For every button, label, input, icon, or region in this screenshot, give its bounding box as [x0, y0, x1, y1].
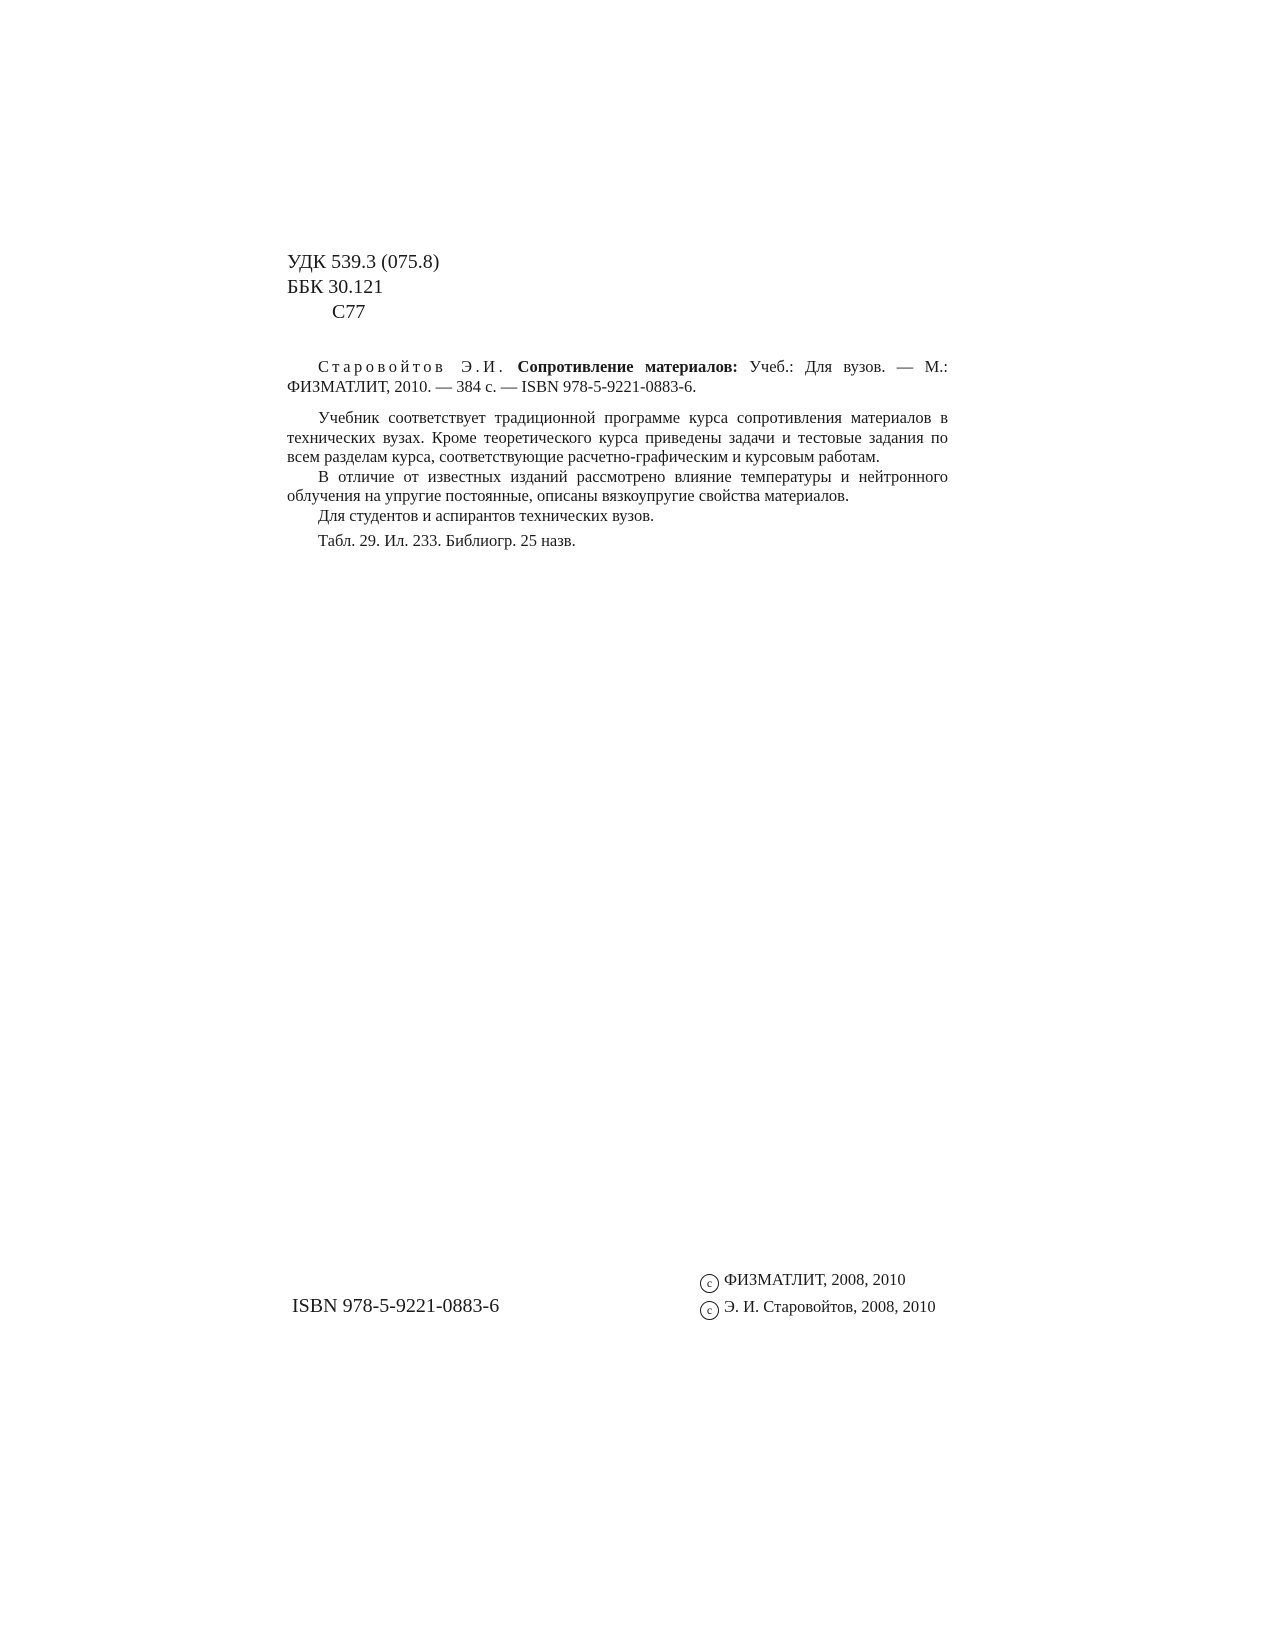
- copyright-publisher: ФИЗМАТЛИТ, 2008, 2010: [724, 1270, 906, 1289]
- copyright-author: Э. И. Старовойтов, 2008, 2010: [724, 1297, 936, 1316]
- bbk-code: ББК 30.121: [287, 276, 384, 298]
- udk-code: УДК 539.3 (075.8): [287, 251, 440, 273]
- copyright-block: [700, 1266, 936, 1320]
- bibliographic-reference: [287, 357, 948, 396]
- book-statistics: Табл. 29. Ил. 233. Библиогр. 25 назв.: [318, 531, 576, 550]
- author-sign-code: С77: [332, 301, 366, 323]
- annotation-paragraph-2: В отличие от известных изданий рассмотрено влияние температуры и нейтронного облучения на упругие постоянные, описаны вязкоупругие свойства материалов.: [287, 466, 948, 505]
- annotation-paragraph-1: Учебник соответствует традиционной программе курса сопротивления материалов в технических вузах. Кроме теоретического курса приведены задачи и тестовые задания по всем разделам курса, соответствующие расчетно-графическим и курсовым работам.: [287, 408, 948, 466]
- reference-title: Сопротивление материалов:: [517, 357, 738, 376]
- annotation-paragraph-3: Для студентов и аспирантов технических вузов.: [318, 505, 655, 525]
- copyright-line-author: [700, 1293, 936, 1320]
- reference-details: Учеб.: Для вузов. — М.: ФИЗМАТЛИТ, 2010. — 384 с. — ISBN 978-5-9221-0883-6.: [287, 357, 948, 396]
- copyright-line-publisher: [700, 1266, 936, 1293]
- copyright-icon: c: [700, 1301, 719, 1320]
- isbn: ISBN 978-5-9221-0883-6: [292, 1295, 500, 1317]
- classification-block: [287, 250, 439, 325]
- reference-author: Старовойтов Э.И.: [318, 357, 507, 376]
- annotation-block: [287, 357, 948, 551]
- copyright-icon: c: [700, 1274, 719, 1293]
